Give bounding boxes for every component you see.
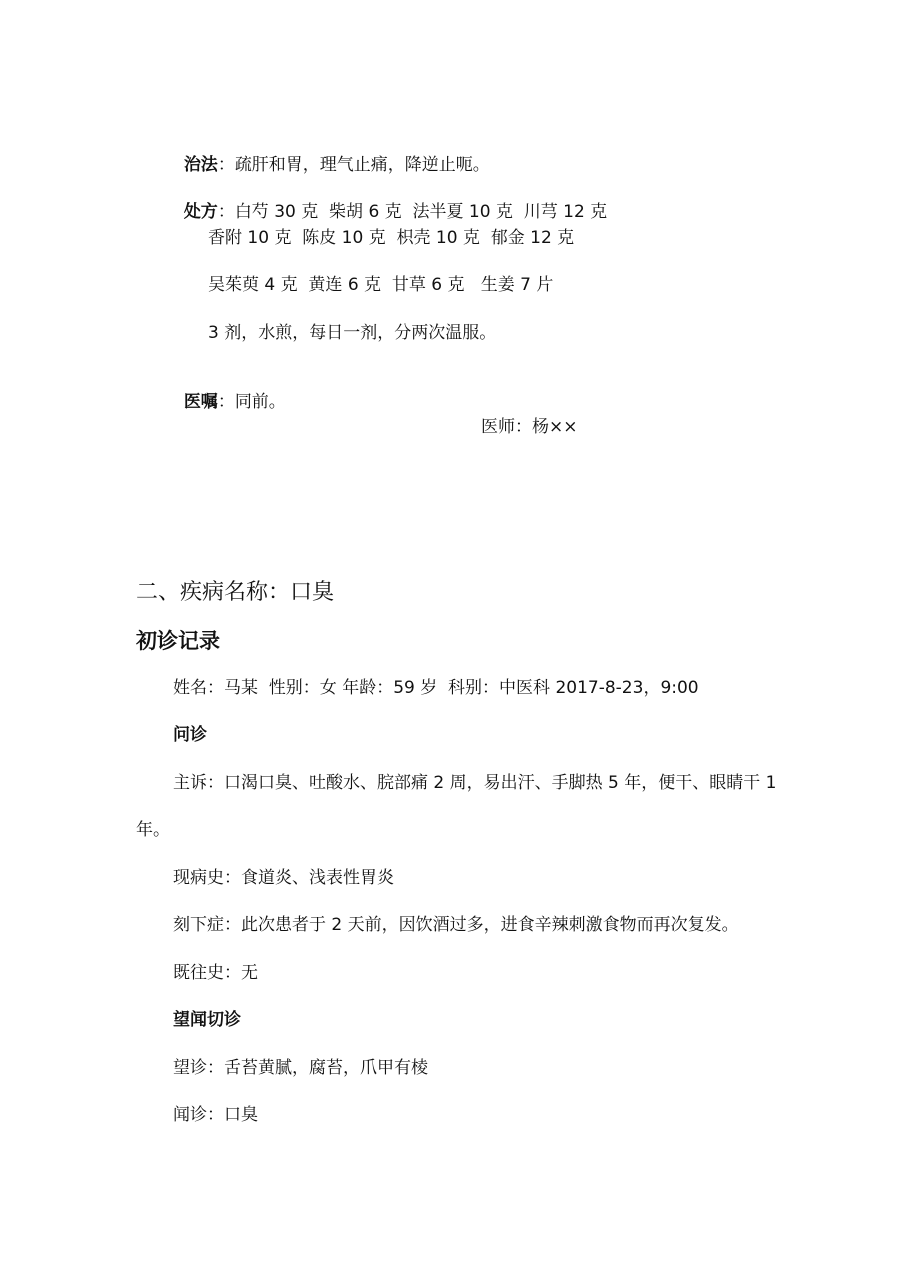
exam-title: 望闻切诊 — [173, 1010, 241, 1030]
treatment-line — [173, 132, 490, 176]
treatment-label: 治法 — [183, 155, 218, 175]
inspection: 望诊：舌苔黄腻，腐苔，爪甲有棱 — [173, 1058, 428, 1078]
doctor-signature: 医师：杨×× — [481, 417, 578, 437]
advice-text: 同前。 — [234, 392, 286, 412]
prescription-line-2: 香附 10 克 陈皮 10 克 枳壳 10 克 郁金 12 克 — [208, 228, 575, 248]
prescription-sep: ： — [217, 202, 235, 222]
prescription-line-1 — [173, 179, 607, 223]
chief-complaint-line-1: 主诉：口渴口臭、吐酸水、脘部痛 2 周，易出汗、手脚热 5 年，便干、眼睛干 1 — [173, 773, 777, 793]
past-history: 既往史：无 — [173, 963, 258, 983]
present-history: 现病史：食道炎、浅表性胃炎 — [173, 868, 394, 888]
advice-sep: ： — [217, 392, 235, 412]
chief-complaint-line-2: 年。 — [136, 820, 170, 840]
prescription-herbs-1: 白芍 30 克 柴胡 6 克 法半夏 10 克 川芎 12 克 — [234, 202, 608, 222]
prescription-line-3: 吴茱萸 4 克 黄连 6 克 甘草 6 克 生姜 7 片 — [208, 275, 554, 295]
inquiry-title: 问诊 — [173, 725, 207, 745]
auscultation: 闻诊：口臭 — [173, 1105, 258, 1125]
record-title: 初诊记录 — [136, 629, 220, 653]
treatment-sep: ： — [217, 155, 235, 175]
treatment-text: 疏肝和胃，理气止痛，降逆止呃。 — [234, 155, 490, 175]
section-heading: 二、疾病名称：口臭 — [136, 580, 335, 605]
prescription-line-4: 3 剂，水煎，每日一剂，分两次温服。 — [208, 323, 497, 343]
current-symptoms: 刻下症：此次患者于 2 天前，因饮酒过多，进食辛辣刺激食物而再次复发。 — [173, 915, 739, 935]
patient-info: 姓名：马某 性别：女 年龄：59 岁 科别：中医科 2017-8-23，9:00 — [173, 678, 699, 698]
advice-line — [173, 369, 286, 413]
prescription-label: 处方 — [183, 202, 218, 222]
advice-label: 医嘱 — [183, 392, 218, 412]
